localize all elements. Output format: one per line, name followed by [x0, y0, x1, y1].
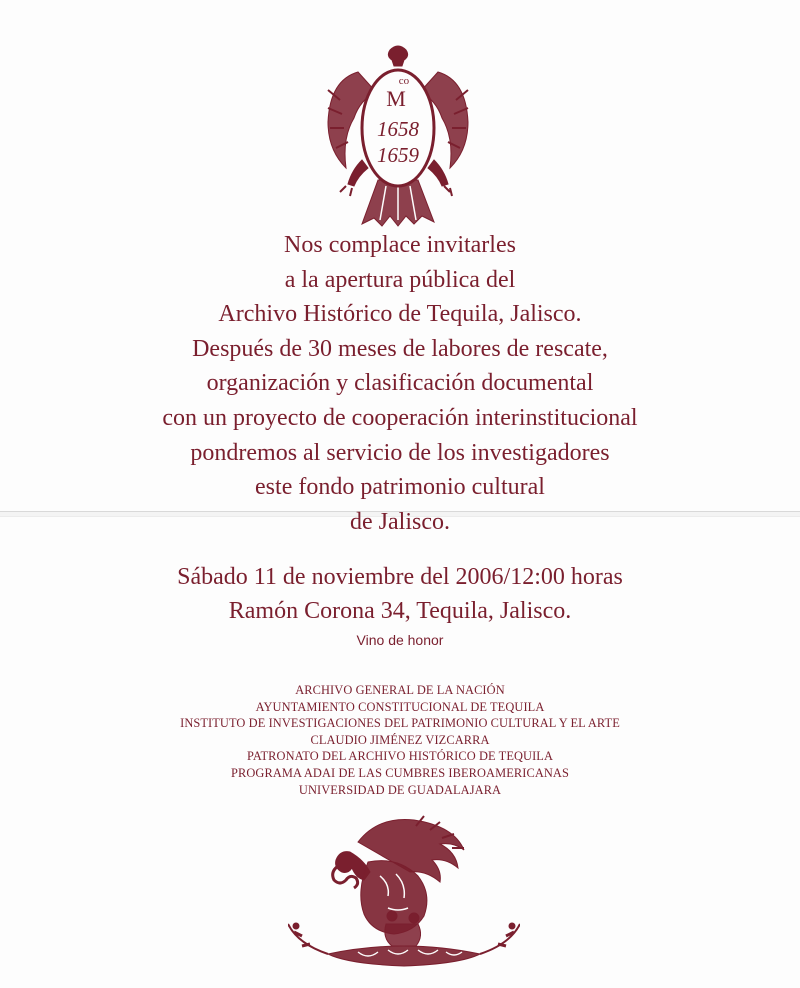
seal-year-top: 1658: [377, 117, 419, 141]
heraldic-eagle-seal-icon: [318, 40, 478, 230]
invitation-line: pondremos al servicio de los investigadores: [190, 439, 610, 466]
invitation-line: Nos complace invitarles: [284, 232, 516, 258]
invitation-line: organización y clasificación documental: [206, 370, 594, 397]
mexican-eagle-emblem-icon: [288, 812, 520, 980]
event-address: Ramón Corona 34, Tequila, Jalisco.: [228, 598, 572, 624]
organization-item: PATRONATO DEL ARCHIVO HISTÓRICO DE TEQUILA: [246, 749, 554, 764]
organization-item: INSTITUTO DE INVESTIGACIONES DEL PATRIMONIO CULTURAL Y EL ARTE: [180, 716, 620, 731]
invitation-line: este fondo patrimonio cultural: [255, 474, 545, 501]
organization-item: CLAUDIO JIMÉNEZ VIZCARRA: [310, 732, 490, 747]
seal-monogram: M: [386, 86, 406, 111]
event-note: Vino de honor: [356, 632, 444, 648]
event-date-time: Sábado 11 de noviembre del 2006/12:00 horas: [177, 564, 623, 590]
invitation-line: a la apertura pública del: [284, 266, 516, 293]
invitation-line: Archivo Histórico de Tequila, Jalisco.: [218, 301, 582, 328]
organization-item: UNIVERSIDAD DE GUADALAJARA: [298, 782, 502, 797]
seal-letters: co: [398, 75, 410, 87]
seal-year-bottom: 1659: [377, 143, 419, 167]
invitation-line: Después de 30 meses de labores de rescate,: [192, 335, 608, 362]
invitation-text: [60, 228, 740, 539]
event-details: [60, 560, 740, 628]
invitation-line: de Jalisco.: [350, 508, 450, 535]
organization-item: ARCHIVO GENERAL DE LA NACIÓN: [295, 683, 505, 697]
organization-item: PROGRAMA ADAI DE LAS CUMBRES IBEROAMERICANAS: [231, 765, 569, 780]
organization-item: AYUNTAMIENTO CONSTITUCIONAL DE TEQUILA: [255, 699, 545, 714]
organizations-list: [60, 682, 740, 798]
invitation-line: con un proyecto de cooperación interinstitucional: [162, 404, 638, 431]
